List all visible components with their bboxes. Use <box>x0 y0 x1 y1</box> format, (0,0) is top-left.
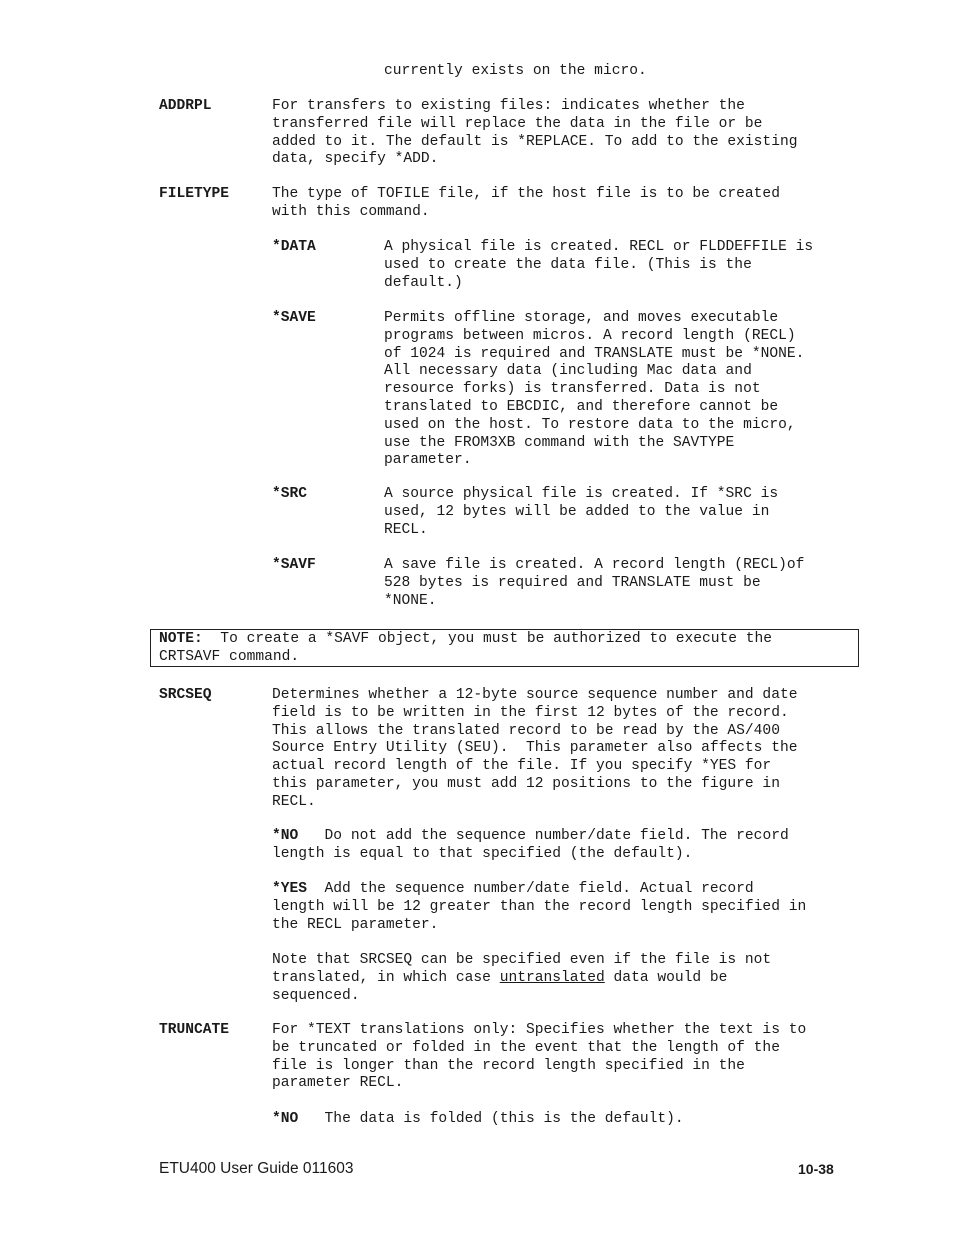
description-line: Add the sequence number/date field. Actual record <box>307 881 754 897</box>
note-text <box>159 631 772 667</box>
description-line: added to it. The default is *REPLACE. To add to the existing <box>272 133 798 150</box>
description-text: translated, in which case <box>272 969 500 986</box>
description-line: Do not add the sequence number/date field. The record <box>298 828 789 844</box>
description-line: transferred file will replace the data in the file or be <box>272 115 763 132</box>
description-line: parameter RECL. <box>272 1075 404 1092</box>
description-line: this parameter, you must add 12 positions to the figure in <box>272 775 780 792</box>
footer-page-number: 10-38 <box>798 1161 834 1177</box>
description-line: Determines whether a 12-byte source sequence number and date <box>272 687 798 703</box>
param-keyword-srcseq: SRCSEQ <box>159 687 212 703</box>
description-line: The data is folded (this is the default). <box>298 1111 684 1127</box>
description-line: The type of TOFILE file, if the host file is to be created <box>272 186 780 202</box>
description-line: the RECL parameter. <box>272 916 439 933</box>
option-key-src: *SRC <box>272 486 308 502</box>
footer-document-title: ETU400 User Guide 011603 <box>159 1160 354 1177</box>
option-key-no: *NO <box>272 1111 299 1127</box>
description-line: 528 bytes is required and TRANSLATE must be <box>384 574 761 591</box>
description-line: of 1024 is required and TRANSLATE must be *NONE. <box>384 345 805 362</box>
param-description-srcseq <box>272 687 797 812</box>
param-keyword-filetype: FILETYPE <box>159 186 230 202</box>
param-description-addrpl <box>272 98 797 169</box>
option-description-save <box>384 310 804 470</box>
description-text: data would be <box>604 969 728 986</box>
option-key-no: *NO <box>272 828 299 844</box>
description-line: be truncated or folded in the event that the length of the <box>272 1039 780 1056</box>
description-line: Source Entry Utility (SEU). This parameter also affects the <box>272 740 798 757</box>
description-line: resource forks) is transferred. Data is not <box>384 381 761 398</box>
description-line: use the FROM3XB command with the SAVTYPE <box>384 434 735 451</box>
description-line: RECL. <box>384 521 428 538</box>
description-line: RECL. <box>272 793 316 810</box>
continuation-text: currently exists on the micro. <box>384 63 647 79</box>
description-line: parameter. <box>384 452 472 469</box>
description-line: length is equal to that specified (the default). <box>272 845 693 862</box>
description-line: *NONE. <box>384 592 437 609</box>
note-line-2: CRTSAVF command. <box>159 648 300 665</box>
description-line: field is to be written in the first 12 bytes of the record. <box>272 704 789 721</box>
description-line: For *TEXT translations only: Specifies whether the text is to <box>272 1022 807 1038</box>
description-line: actual record length of the file. If you specify *YES for <box>272 758 772 775</box>
srcseq-option-no <box>272 828 789 864</box>
description-line: default.) <box>384 274 463 291</box>
param-keyword-truncate: TRUNCATE <box>159 1022 230 1038</box>
description-line: used, 12 bytes will be added to the value in <box>384 503 770 520</box>
option-description-savf <box>384 557 804 610</box>
description-line: file is longer than the record length specified in the <box>272 1057 745 1074</box>
description-line: Note that SRCSEQ can be specified even if the file is not <box>272 952 772 968</box>
description-line: used on the host. To restore data to the micro, <box>384 416 796 433</box>
note-label: NOTE: <box>159 631 203 647</box>
option-key-savf: *SAVF <box>272 557 316 573</box>
description-line: programs between micros. A record length (RECL) <box>384 327 796 344</box>
param-description-filetype <box>272 186 780 222</box>
option-key-yes: *YES <box>272 881 308 897</box>
option-key-data: *DATA <box>272 239 316 255</box>
description-line: data, specify *ADD. <box>272 151 439 168</box>
note-line-1: To create a *SAVF object, you must be authorized to execute the <box>202 631 773 647</box>
description-line: length will be 12 greater than the record length specified in <box>272 898 807 915</box>
description-line: This allows the translated record to be read by the AS/400 <box>272 722 780 739</box>
option-description-data <box>384 239 813 292</box>
description-line: A save file is created. A record length (RECL)of <box>384 557 805 573</box>
description-line: with this command. <box>272 203 430 220</box>
description-line: For transfers to existing files: indicates whether the <box>272 98 745 114</box>
truncate-option-no <box>272 1111 684 1129</box>
description-line: All necessary data (including Mac data and <box>384 363 752 380</box>
srcseq-note-paragraph <box>272 952 771 1005</box>
description-line: used to create the data file. (This is the <box>384 256 752 273</box>
option-key-save: *SAVE <box>272 310 316 326</box>
description-line: Permits offline storage, and moves executable <box>384 310 779 326</box>
description-line: A source physical file is created. If *SRC is <box>384 486 779 502</box>
description-line: translated to EBCDIC, and therefore cannot be <box>384 398 779 415</box>
option-description-src <box>384 486 778 539</box>
param-description-truncate <box>272 1022 806 1093</box>
param-keyword-addrpl: ADDRPL <box>159 98 212 114</box>
description-line: A physical file is created. RECL or FLDDEFFILE is <box>384 239 814 255</box>
underlined-word: untranslated <box>499 969 605 986</box>
description-line: sequenced. <box>272 987 360 1004</box>
srcseq-option-yes <box>272 881 806 934</box>
